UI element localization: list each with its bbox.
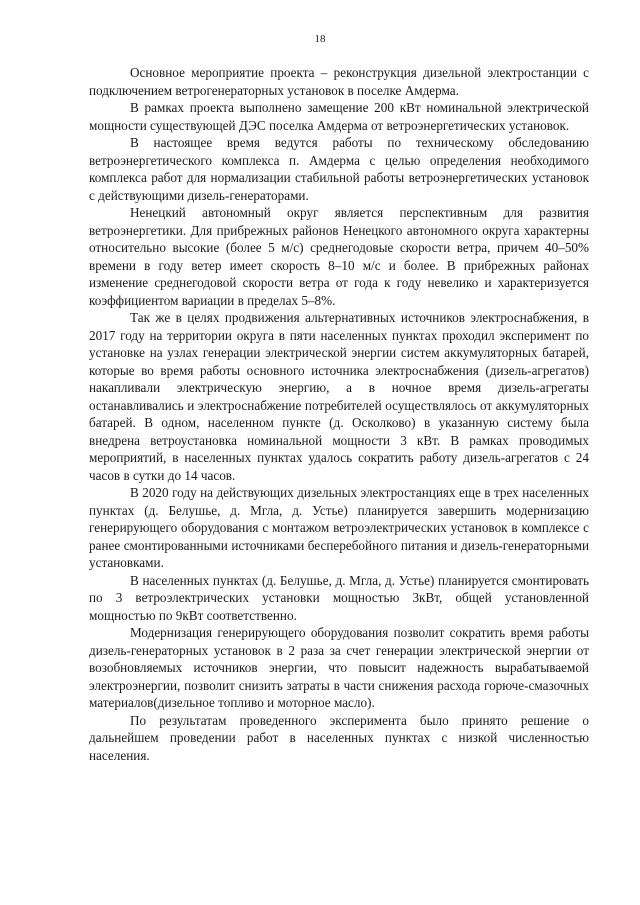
paragraph-2020-modernization: В 2020 году на действующих дизельных электростанциях еще в трех населенных пунктах (д. Белушье, д. Мгла, д. Устье) планируется завершить модернизацию генерирующего оборудования с монтажом ветроэлектрических установок в комплексе с ранее смонтированными источниками бесперебойного питания и дизель-генераторными установками. xyxy=(89,485,589,570)
paragraph-project-main-measure: Основное мероприятие проекта – реконструкция дизельной электростанции с подключением ветрогенераторных установок в поселке Амдерма. xyxy=(89,65,589,98)
paragraph-decision: По результатам проведенного эксперимента было принято решение о дальнейшем проведении работ в населенных пунктах с низкой численностью населения. xyxy=(89,712,589,763)
paragraph-power-replacement: В рамках проекта выполнено замещение 200 кВт номинальной электрической мощности существующей ДЭС поселка Амдерма от ветроэнергетических установок. xyxy=(89,100,589,133)
page-number: 18 xyxy=(314,33,326,45)
paragraph-technical-inspection: В настоящее время ведутся работы по техническому обследованию ветроэнергетического комплекса п. Амдерма с целью определения необходимого комплекса работ для нормализации стабильной работы ветроэнергетических установок с действующими дизель-генераторами. xyxy=(89,135,589,203)
paragraph-battery-experiment: Так же в целях продвижения альтернативных источников электроснабжения, в 2017 году на территории округа в пяти населенных пунктах проходил эксперимент по установке на узлах генерации электрической энергии систем аккумуляторных батарей, которые во время работы основного источника электроснабжения (дизель-агрегатов) накапливали электрическую энергию, а в ночное время дизель-агрегаты останавливались и электроснабжение потребителей осуществлялось от аккумуляторных батарей. В одном, населенном пункте (д. Осколково) в указанную систему была внедрена ветроустановка номинальной мощности 3 кВт. В рамках проводимых мероприятий, в населенных пунктах удалось сократить работу дизель-агрегатов с 24 часов в сутки до 14 часов. xyxy=(89,310,589,483)
paragraph-wind-installations: В населенных пунктах (д. Белушье, д. Мгла, д. Устье) планируется смонтировать по 3 ветроэлектрических установки мощностью 3кВт, общей установленной мощностью по 9кВт соответственно. xyxy=(89,572,589,623)
document-body xyxy=(89,64,589,764)
paragraph-modernization-benefits: Модернизация генерирующего оборудования позволит сократить время работы дизель-генераторных установок в 2 раза за счет генерации электрической энергии от возобновляемых источников энергии, что повысит надежность вырабатываемой электроэнергии, позволит снизить затраты в части снижения расхода горюче-смазочных материалов(дизельное топливо и моторное масло). xyxy=(89,625,589,710)
paragraph-wind-potential: Ненецкий автономный округ является перспективным для развития ветроэнергетики. Для прибрежных районов Ненецкого автономного округа характерны относительно высокие (более 5 м/с) среднегодовые скорости ветра, причем 40–50% времени в году ветер имеет скорость 8–10 м/с и более. В прибрежных районах изменение среднегодовой скорости ветра от года к году невелико и характеризуется коэффициентом вариации в пределах 5–8%. xyxy=(89,205,589,308)
